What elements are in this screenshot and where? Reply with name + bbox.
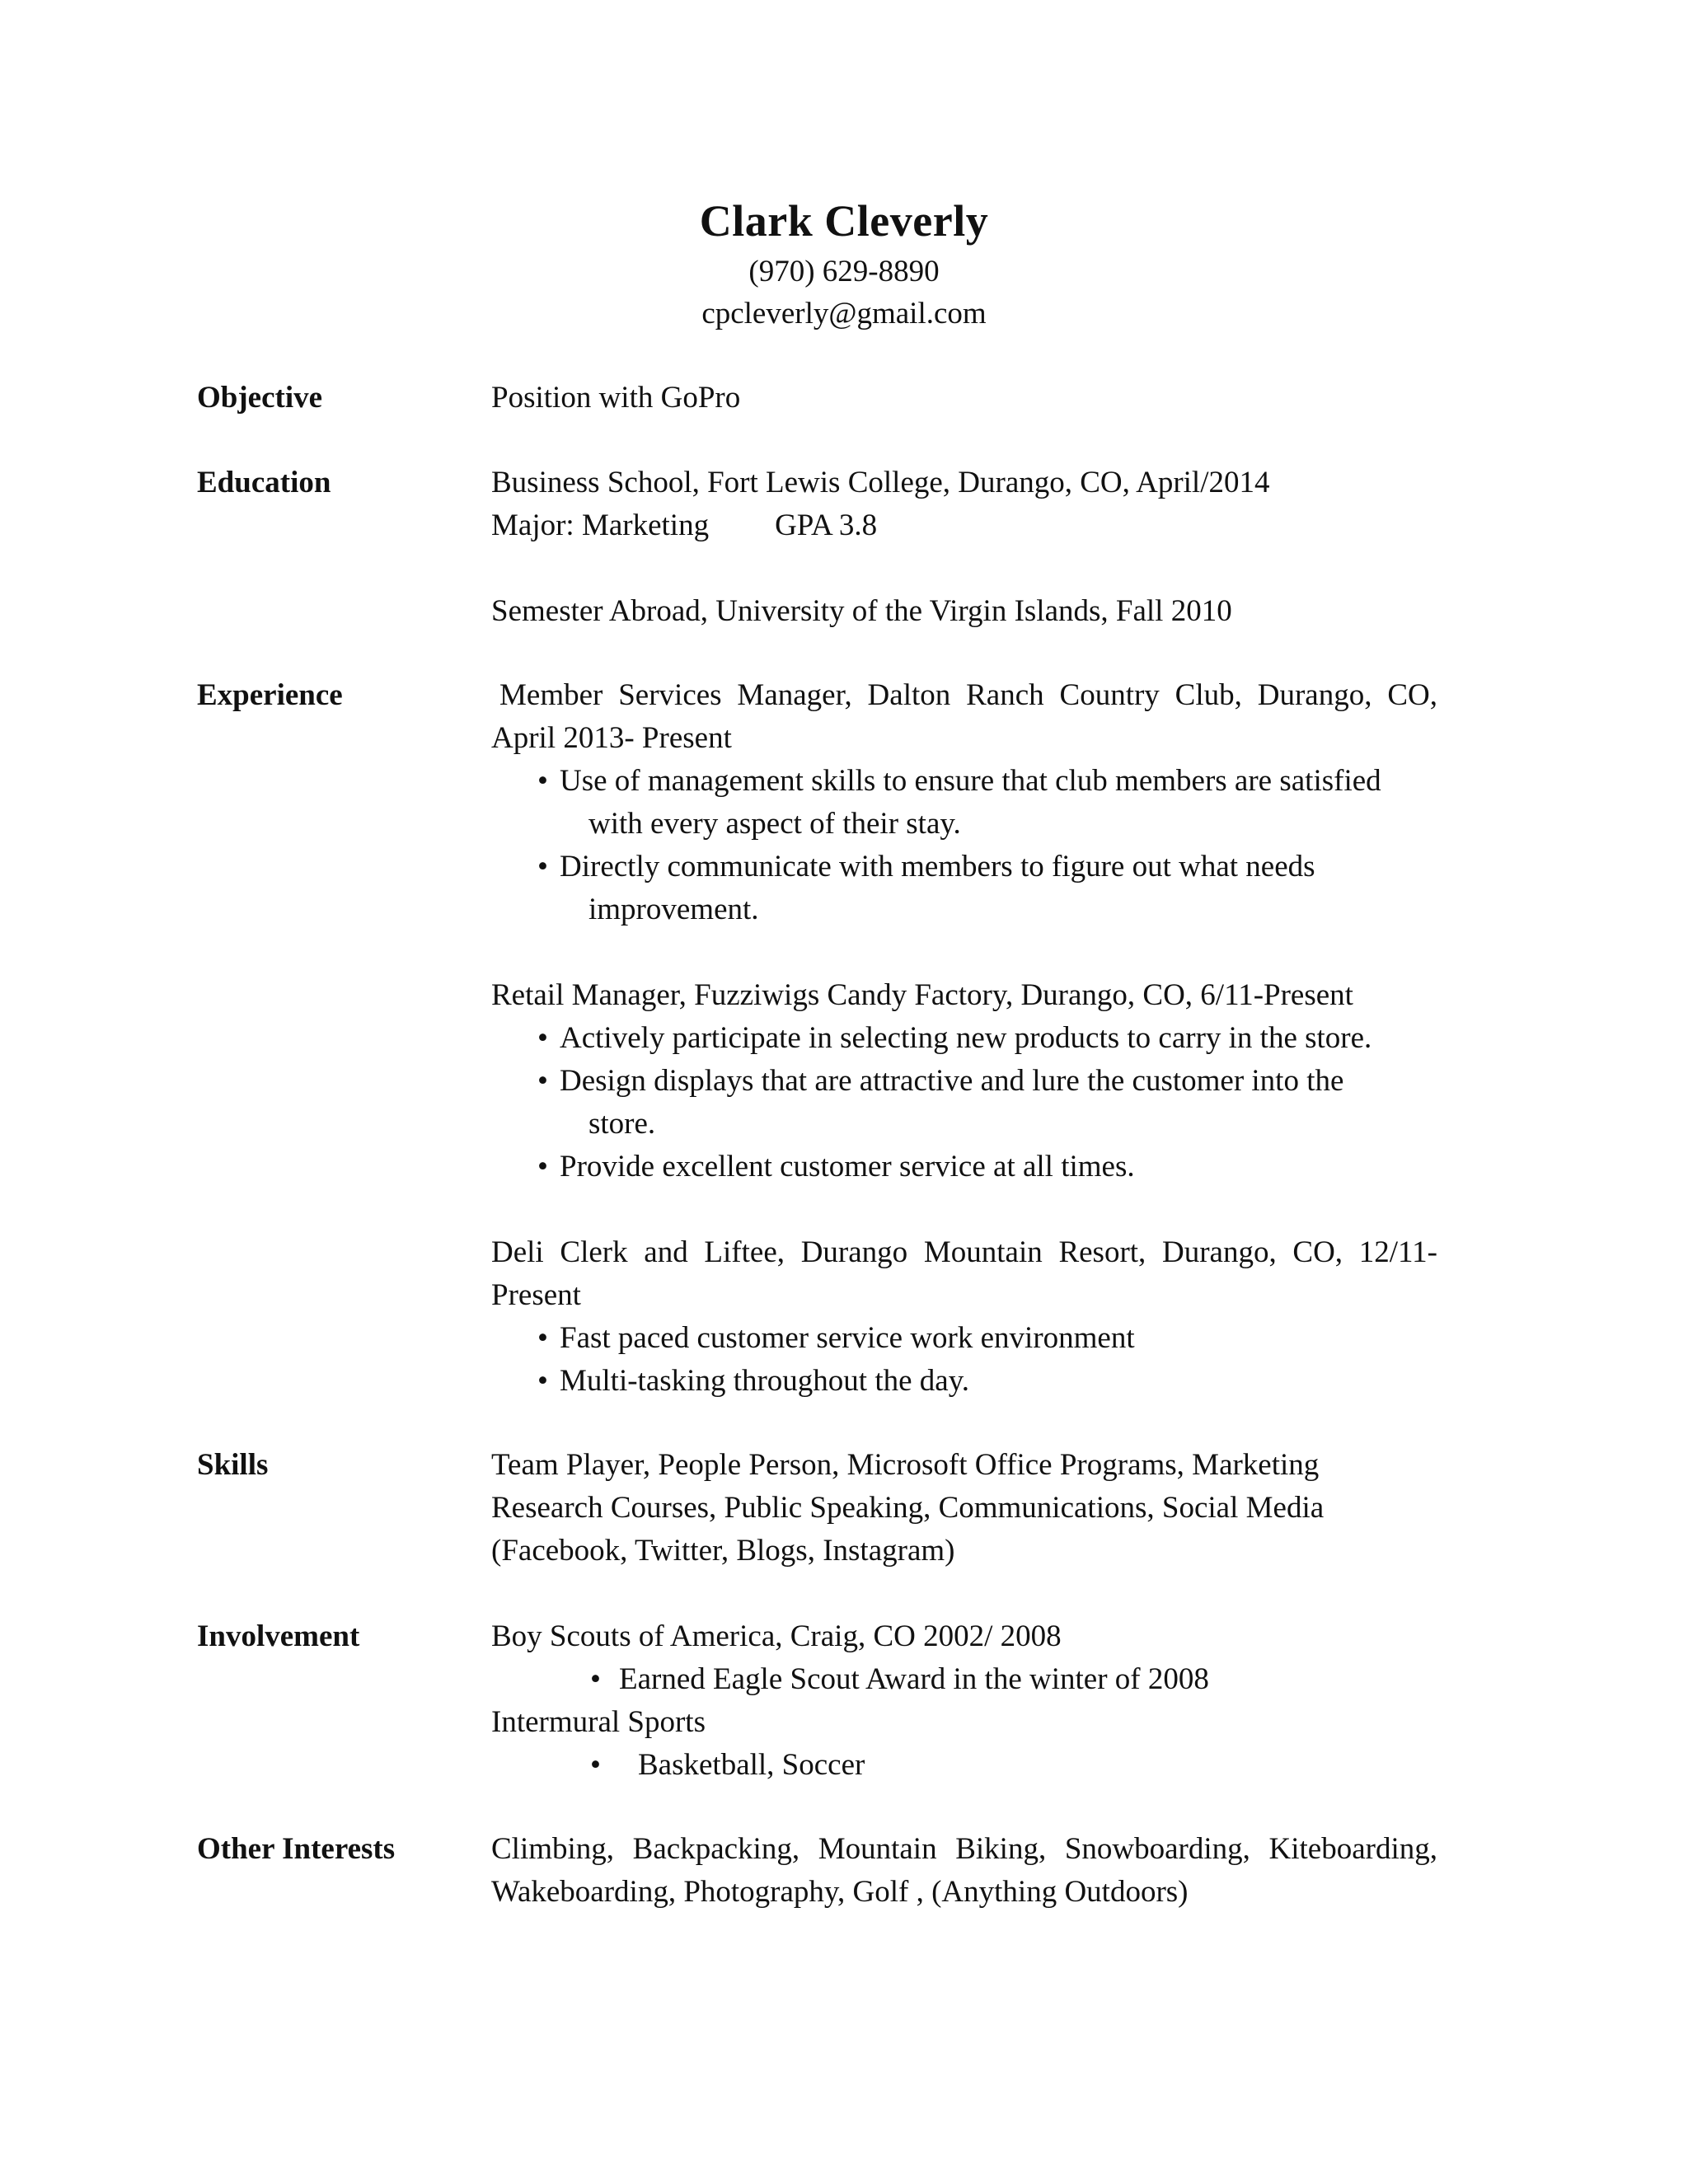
phone-number: (970) 629-8890 bbox=[748, 255, 940, 288]
involvement-label: Involvement bbox=[197, 1619, 360, 1653]
interests-label: Other Interests bbox=[197, 1832, 396, 1866]
candidate-name: Clark Cleverly bbox=[699, 196, 989, 246]
skills-label: Skills bbox=[197, 1448, 269, 1482]
skills-body bbox=[491, 1444, 1447, 1572]
bullet-text: Earned Eagle Scout Award in the winter of 2008 bbox=[619, 1662, 1209, 1696]
list-item bbox=[491, 1360, 1447, 1403]
email-address: cpcleverly@gmail.com bbox=[701, 297, 987, 330]
education-gpa: GPA 3.8 bbox=[775, 509, 878, 542]
list-item bbox=[491, 1744, 1447, 1787]
experience-label: Experience bbox=[197, 678, 343, 712]
education-body bbox=[491, 462, 1447, 633]
bullet-icon: • bbox=[537, 1064, 548, 1098]
bullet-icon: • bbox=[590, 1748, 601, 1782]
bullet-text: Directly communicate with members to figure out what needs bbox=[560, 850, 1315, 883]
list-item bbox=[491, 1317, 1447, 1360]
interests-text: Wakeboarding, Photography, Golf , (Anything Outdoors) bbox=[491, 1875, 1189, 1909]
bullet-text: Design displays that are attractive and lure the customer into the bbox=[560, 1064, 1344, 1098]
bullet-text: Use of management skills to ensure that club members are satisfied bbox=[560, 764, 1381, 798]
bullet-text: Provide excellent customer service at all times. bbox=[560, 1150, 1135, 1183]
objective-text: Position with GoPro bbox=[491, 381, 741, 415]
resume-header bbox=[0, 191, 1688, 335]
objective-label: Objective bbox=[197, 381, 323, 415]
list-item bbox=[491, 846, 1447, 931]
bullet-text: Actively participate in selecting new products to carry in the store. bbox=[560, 1021, 1372, 1055]
list-item bbox=[491, 1146, 1447, 1188]
bullet-text-continued: improvement. bbox=[588, 893, 759, 926]
interests-body bbox=[491, 1828, 1447, 1914]
education-abroad: Semester Abroad, University of the Virgin Islands, Fall 2010 bbox=[491, 594, 1232, 628]
bullet-icon: • bbox=[590, 1662, 601, 1696]
job-title: Retail Manager, Fuzziwigs Candy Factory, Durango, CO, 6/11-Present bbox=[491, 978, 1353, 1012]
job-title: Deli Clerk and Liftee, Durango Mountain Resort, Durango, CO, 12/11- bbox=[491, 1235, 1437, 1269]
list-item bbox=[491, 1060, 1447, 1146]
bullet-text-continued: store. bbox=[588, 1107, 656, 1141]
job-dates: April 2013- Present bbox=[491, 721, 732, 755]
skills-text: (Facebook, Twitter, Blogs, Instagram) bbox=[491, 1534, 955, 1568]
skills-text: Research Courses, Public Speaking, Communications, Social Media bbox=[491, 1491, 1325, 1525]
involvement-org: Boy Scouts of America, Craig, CO 2002/ 2008 bbox=[491, 1619, 1062, 1653]
bullet-text: Multi-tasking throughout the day. bbox=[560, 1364, 970, 1398]
interests-text: Climbing, Backpacking, Mountain Biking, Snowboarding, Kiteboarding, bbox=[491, 1832, 1437, 1866]
bullet-text: Basketball, Soccer bbox=[638, 1748, 865, 1782]
bullet-icon: • bbox=[537, 1021, 548, 1055]
job-entry bbox=[491, 974, 1447, 1188]
skills-text: Team Player, People Person, Microsoft Office Programs, Marketing bbox=[491, 1448, 1320, 1482]
education-school: Business School, Fort Lewis College, Durango, CO, April/2014 bbox=[491, 466, 1270, 499]
involvement-org: Intermural Sports bbox=[491, 1705, 706, 1739]
education-major: Major: Marketing bbox=[491, 509, 710, 542]
list-item bbox=[491, 760, 1447, 846]
job-entry bbox=[491, 1231, 1447, 1403]
bullet-text: Fast paced customer service work environment bbox=[560, 1321, 1135, 1355]
list-item bbox=[491, 1658, 1447, 1701]
bullet-icon: • bbox=[537, 1150, 548, 1183]
education-major-row bbox=[491, 504, 1447, 547]
job-entry bbox=[491, 674, 1447, 931]
objective-body bbox=[491, 377, 1447, 419]
bullet-text-continued: with every aspect of their stay. bbox=[588, 807, 961, 841]
bullet-icon: • bbox=[537, 1364, 548, 1398]
list-item bbox=[491, 1017, 1447, 1060]
job-title: Member Services Manager, Dalton Ranch Country Club, Durango, CO, bbox=[499, 678, 1437, 712]
experience-body bbox=[491, 674, 1447, 1403]
bullet-icon: • bbox=[537, 850, 548, 883]
job-dates: Present bbox=[491, 1278, 581, 1312]
bullet-icon: • bbox=[537, 1321, 548, 1355]
education-label: Education bbox=[197, 466, 331, 499]
involvement-body bbox=[491, 1615, 1447, 1787]
bullet-icon: • bbox=[537, 764, 548, 798]
